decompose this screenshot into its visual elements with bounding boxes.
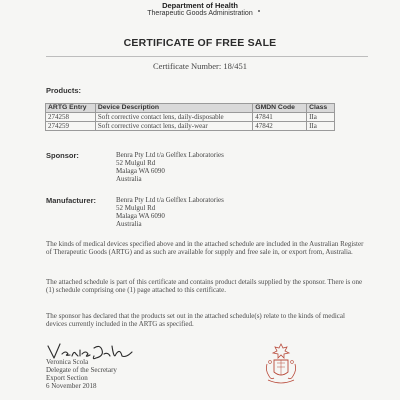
table-header-row — [46, 104, 335, 113]
artg-entry: 274258 — [46, 113, 96, 122]
device-class: IIa — [307, 122, 335, 131]
signatory-name: Veronica Scola — [46, 358, 89, 366]
address-line: Benra Pty Ltd t/a Gelflex Laboratories — [116, 151, 224, 159]
punch-mark — [258, 10, 260, 12]
gmdn-code: 47842 — [253, 122, 307, 131]
device-description: Soft corrective contact lens, daily-wear — [95, 122, 252, 131]
column-header: Device Description — [95, 104, 252, 113]
schedule-paragraph: The attached schedule is part of this certificate and contains product details supplied by the sponsor. There is one (1) schedule comprising one (1) page attached to this certificate. — [46, 278, 363, 295]
sponsor-label: Sponsor: — [46, 151, 79, 160]
artg-entry: 274259 — [46, 122, 96, 131]
products-table — [45, 103, 335, 131]
address-line: 52 Mulgul Rd — [116, 204, 156, 212]
availability-paragraph: The kinds of medical devices specified above and in the attached schedule are included in the Australian Register of Therapeutic Goods (ARTG) and as such are available for supply and free sale in, or export from, Australia. — [46, 240, 364, 257]
agency-name: Therapeutic Goods Administration — [147, 10, 253, 17]
manufacturer-label: Manufacturer: — [46, 196, 97, 205]
address-line: Malaga WA 6090 — [116, 167, 165, 175]
products-heading: Products: — [46, 86, 82, 95]
address-line: 52 Mulgul Rd — [116, 159, 156, 167]
certificate-title: CERTIFICATE OF FREE SALE — [123, 37, 277, 49]
certificate-number: Certificate Number: 18/451 — [153, 61, 247, 71]
title-divider — [46, 56, 368, 57]
declaration-paragraph: The sponsor has declared that the products set out in the attached schedule(s) relate to the kinds of medical devices currently included in the ARTG as specified. — [46, 312, 345, 329]
sponsor-address — [116, 151, 224, 183]
column-header: Class — [307, 104, 335, 113]
address-line: Australia — [116, 220, 142, 228]
commonwealth-crest-icon — [262, 340, 300, 390]
department-name: Department of Health — [162, 1, 238, 10]
signatory-title: Delegate of the Secretary — [46, 366, 117, 374]
table-row — [46, 122, 335, 131]
column-header: ARTG Entry — [46, 104, 96, 113]
address-line: Benra Pty Ltd t/a Gelflex Laboratories — [116, 196, 224, 204]
manufacturer-address — [116, 196, 224, 228]
device-description: Soft corrective contact lens, daily-disposable — [95, 113, 252, 122]
address-line: Australia — [116, 175, 142, 183]
device-class: IIa — [307, 113, 335, 122]
column-header: GMDN Code — [253, 104, 307, 113]
issue-date: 6 November 2018 — [46, 382, 97, 390]
address-line: Malaga WA 6090 — [116, 212, 165, 220]
signatory-section: Export Section — [46, 374, 88, 382]
gmdn-code: 47841 — [253, 113, 307, 122]
table-row — [46, 113, 335, 122]
